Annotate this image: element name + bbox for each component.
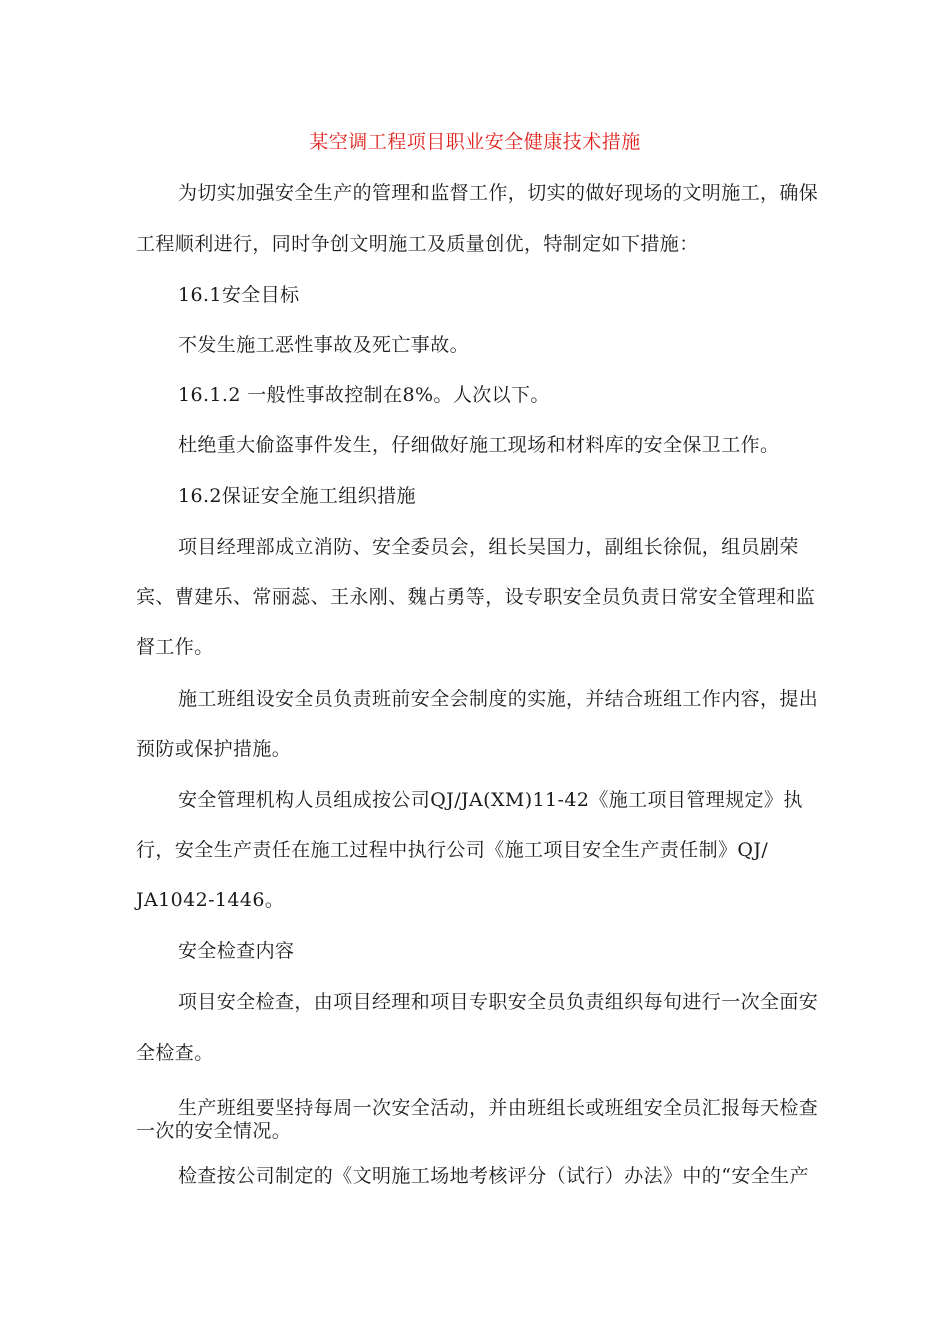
section-heading: 安全检查内容 [178, 940, 295, 962]
paragraph-line: 为切实加强安全生产的管理和监督工作，切实的做好现场的文明施工，确保 [178, 182, 819, 204]
document-title: 某空调工程项目职业安全健康技术措施 [309, 131, 641, 153]
paragraph-line: 全检查。 [136, 1042, 214, 1064]
paragraph-line: JA1042-1446。 [136, 889, 285, 911]
paragraph-line: 生产班组要坚持每周一次安全活动，并由班组长或班组安全员汇报每天检查 [178, 1097, 819, 1119]
section-heading: 16.1安全目标 [178, 284, 300, 306]
paragraph-line: 项目经理部成立消防、安全委员会，组长吴国力，副组长徐侃，组员剧荣 [178, 536, 799, 558]
paragraph-line: 一次的安全情况。 [136, 1120, 292, 1142]
section-heading: 16.2保证安全施工组织措施 [178, 485, 416, 507]
paragraph-line: 预防或保护措施。 [136, 738, 292, 760]
paragraph-line: 行，安全生产责任在施工过程中执行公司《施工项目安全生产责任制》QJ/ [136, 839, 769, 861]
paragraph-line: 施工班组设安全员负责班前安全会制度的实施，并结合班组工作内容，提出 [178, 688, 819, 710]
paragraph-line: 宾、曹建乐、常丽蕊、王永刚、魏占勇等，设专职安全员负责日常安全管理和监 [136, 586, 816, 608]
paragraph-line: 项目安全检查，由项目经理和项目专职安全员负责组织每旬进行一次全面安 [178, 991, 819, 1013]
paragraph-line: 督工作。 [136, 636, 214, 658]
paragraph-line: 工程顺利进行，同时争创文明施工及质量创优，特制定如下措施： [136, 233, 699, 255]
paragraph-line: 不发生施工恶性事故及死亡事故。 [178, 334, 470, 356]
paragraph-line: 安全管理机构人员组成按公司QJ/JA(XM)11-42《施工项目管理规定》执 [178, 789, 803, 811]
paragraph-line: 杜绝重大偷盗事件发生，仔细做好施工现场和材料库的安全保卫工作。 [178, 434, 780, 456]
section-heading: 16.1.2 一般性事故控制在8%。人次以下。 [178, 384, 550, 406]
paragraph-line: 检查按公司制定的《文明施工场地考核评分（试行）办法》中的“安全生产 [178, 1165, 809, 1187]
